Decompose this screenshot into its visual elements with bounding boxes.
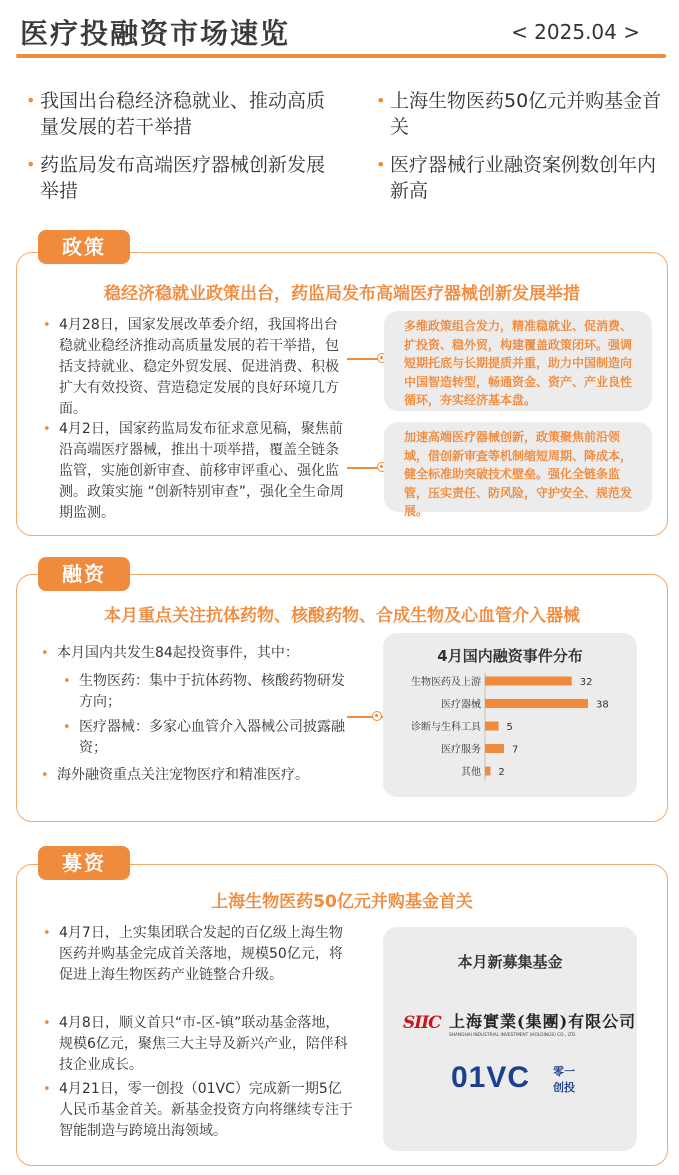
- section-tag-fundraising: 募资: [38, 846, 130, 880]
- bullet-dot-icon: •: [63, 720, 71, 735]
- onevc-cn-line1: 零一: [553, 1065, 575, 1078]
- policy-title: 稳经济稳就业政策出台，药监局发布高端医疗器械创新发展举措: [104, 284, 580, 304]
- new-funds-box: [383, 927, 637, 1151]
- policy-callout: 多维政策组合发力，精准稳就业、促消费、扩投资、稳外贸，构建覆盖政策闭环。强调短期托底与长期提质并重，助力中国制造向中国智造转型，畅通资金、资产、产业良性循环，夯实经济基本盘。: [384, 311, 652, 411]
- financing-title: 本月重点关注抗体药物、核酸药物、合成生物及心血管介入器械: [104, 606, 580, 626]
- sii-logo: [403, 1007, 637, 1047]
- bullet-dot-icon: •: [41, 646, 49, 661]
- page-header: [16, 8, 666, 62]
- fundraising-title: 上海生物医药50亿元并购基金首关: [211, 892, 473, 912]
- bullet-dot-icon: •: [376, 155, 386, 174]
- chart-category-label: 其他: [461, 767, 481, 778]
- summary-item: • 药监局发布高端医疗器械创新发展举措: [26, 154, 326, 202]
- chart-category-label: 诊断与生科工具: [411, 722, 481, 733]
- sii-english-name: SHANGHAI INDUSTRIAL INVESTMENT (HOLDINGS) CO., LTD.: [449, 1033, 577, 1038]
- chart-bar: [485, 722, 499, 731]
- bullet-dot-icon: •: [43, 422, 51, 437]
- fundraising-bullet: • 4月7日，上实集团联合发起的百亿级上海生物医药并购基金完成首关落地，规模50亿元，将促进上海生物医药产业链整合升级。: [43, 925, 343, 983]
- summary-item: • 上海生物医药50亿元并购基金首关: [376, 90, 662, 138]
- chart-category-label: 生物医药及上游: [411, 677, 481, 688]
- bullet-dot-icon: •: [43, 318, 51, 333]
- chart-title: 4月国内融资事件分布: [437, 647, 583, 665]
- fundraising-bullet: • 4月8日，顺义首只“市-区-镇”联动基金落地，规模6亿元，聚焦三大主导及新兴产业，陪伴科技企业成长。: [43, 1015, 348, 1073]
- section-tag-financing: 融资: [38, 557, 130, 591]
- onevc-logo: [451, 1059, 611, 1103]
- sii-mark-icon: SIIC: [403, 1013, 441, 1033]
- chart-bar: [485, 767, 490, 776]
- chart-bar: [485, 677, 572, 686]
- financing-sub-bullet: • 生物医药：集中于抗体药物、核酸药物研发方向；: [63, 673, 345, 710]
- fundraising-bullet: • 4月21日，零一创投（01VC）完成新一期5亿人民币基金首关。新基金投资方向将继续专注于智能制造与跨境出海领域。: [43, 1081, 353, 1139]
- bullet-dot-icon: •: [26, 91, 36, 110]
- bullet-dot-icon: •: [41, 768, 49, 783]
- page-title: 医疗投融资市场速览: [20, 17, 291, 50]
- bullet-dot-icon: •: [43, 1082, 51, 1097]
- chart-value-label: 2: [498, 767, 505, 778]
- financing-bullet: • 海外融资重点关注宠物医疗和精准医疗。: [57, 765, 367, 786]
- report-date: < 2025.04 >: [511, 20, 640, 44]
- summary-item: • 医疗器械行业融资案例数创年内新高: [376, 154, 657, 202]
- financing-panel: [16, 574, 668, 822]
- policy-bullet: • 4月2日，国家药监局发布征求意见稿，聚焦前沿高端医疗器械，推出十项举措，覆盖全链条监管，实施创新审查、前移审评重心、强化监测。政策实施 “创新特别审查”，强化全生命周期监测。: [43, 421, 344, 521]
- onevc-cn-line2: 创投: [553, 1081, 575, 1094]
- bullet-dot-icon: •: [43, 1016, 51, 1031]
- chart-value-label: 38: [596, 699, 609, 711]
- chart-category-label: 医疗器械: [441, 699, 481, 711]
- new-funds-title: 本月新募集基金: [457, 953, 563, 971]
- summary-item: • 我国出台稳经济稳就业、推动高质量发展的若干举措: [26, 90, 326, 138]
- sii-name: 上海實業(集團)有限公司: [449, 1012, 637, 1031]
- connector-dot-icon: [372, 711, 382, 721]
- policy-panel: [16, 252, 668, 536]
- chart-bar: [485, 699, 588, 708]
- financing-sub-bullet: • 医疗器械：多家心血管介入器械公司披露融资；: [63, 719, 345, 756]
- bar-chart-svg: [383, 633, 637, 797]
- financing-chart: [383, 633, 637, 797]
- bullet-dot-icon: •: [63, 674, 71, 689]
- onevc-mark-icon: 01VC: [451, 1061, 531, 1094]
- chart-category-label: 医疗服务: [441, 744, 481, 756]
- bullet-dot-icon: •: [43, 926, 51, 941]
- chart-bar: [485, 744, 504, 753]
- chart-value-label: 7: [511, 744, 519, 756]
- section-tag-policy: 政策: [38, 230, 130, 264]
- chart-value-label: 32: [579, 677, 593, 688]
- policy-callout: 加速高端医疗器械创新，政策聚焦前沿领域，借创新审查等机制缩短周期、降成本，健全标准助突破技术壁垒。强化全链条监管，压实责任、防风险，守护安全、规范发展。: [384, 422, 652, 512]
- bullet-dot-icon: •: [26, 155, 36, 174]
- fundraising-panel: [16, 864, 668, 1166]
- bullet-dot-icon: •: [376, 91, 386, 110]
- chart-value-label: 5: [506, 722, 513, 733]
- financing-bullet: • 本月国内共发生84起投资事件，其中：: [57, 643, 357, 664]
- header-divider: [16, 54, 666, 58]
- policy-bullet: • 4月28日，国家发展改革委介绍，我国将出台稳就业稳经济推动高质量发展的若干举措，包括支持就业、稳定外贸发展、促进消费、积极扩大有效投资、营造稳定发展的良好环境几方面。: [43, 317, 339, 417]
